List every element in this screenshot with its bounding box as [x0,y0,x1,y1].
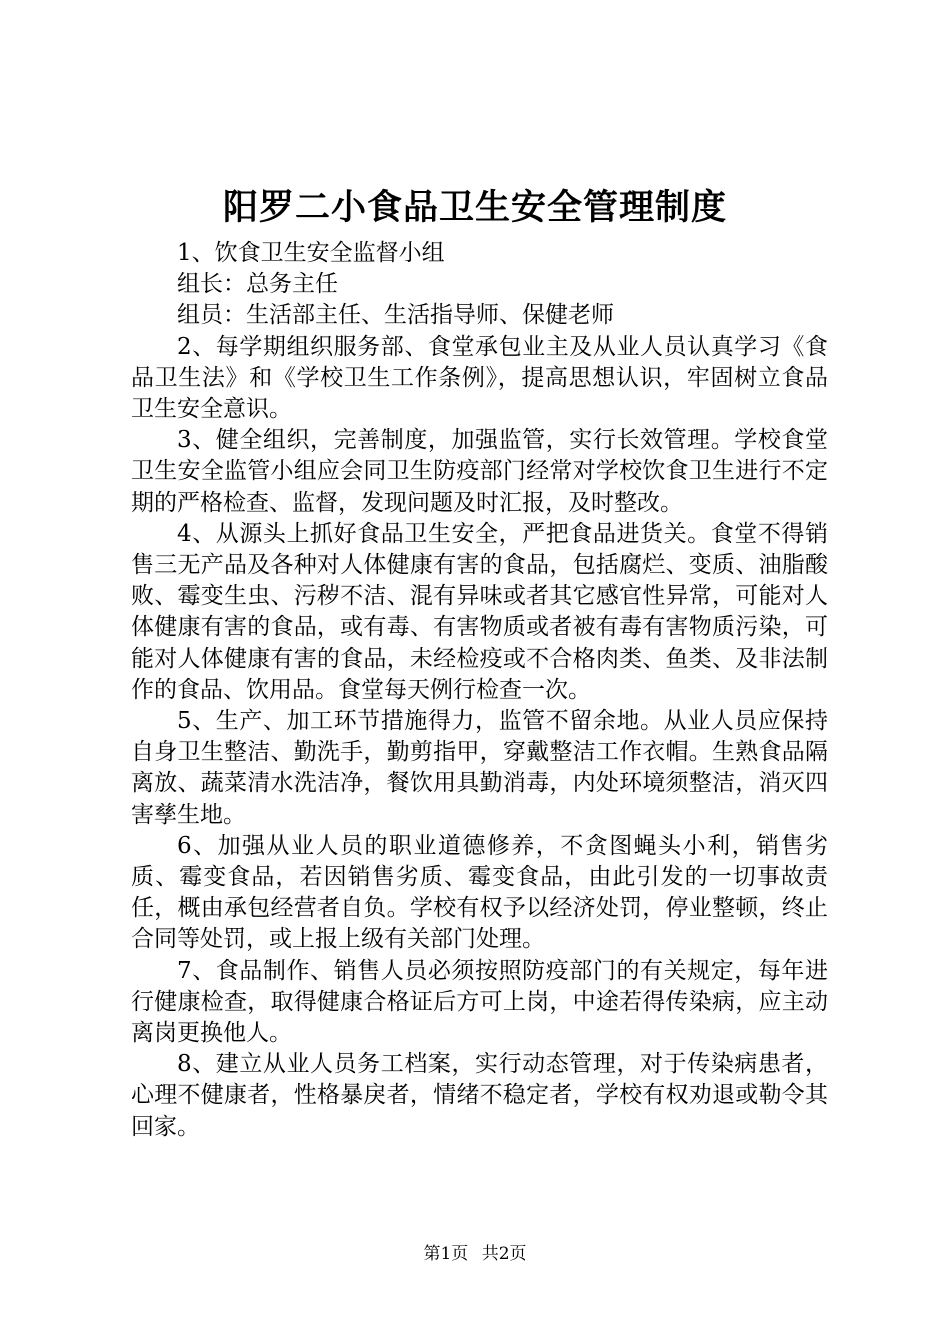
paragraph-group-members: 组员：生活部主任、生活指导师、保健老师 [177,302,614,329]
paragraph-item-6: 6、加强从业人员的职业道德修养，不贪图蝇头小利，销售劣质、霉变食品，若因销售劣质、霉变食品，由此引发的一切事故责任，概由承包经营者自负。学校有权予以经济处罚，停业整顿，终止合同等处罚，或上报上级有关部门处理。 [131,832,828,953]
document-title: 阳罗二小食品卫生安全管理制度 [222,187,727,228]
paragraph-item-3: 3、健全组织，完善制度，加强监管，实行长效管理。学校食堂卫生安全监管小组应会同卫生防疫部门经常对学校饮食卫生进行不定期的严格检查、监督，发现问题及时汇报，及时整改。 [131,427,828,516]
paragraph-item-8: 8、建立从业人员务工档案，实行动态管理，对于传染病患者，心理不健康者，性格暴戾者，情绪不稳定者，学校有权劝退或勒令其回家。 [131,1051,828,1140]
paragraph-item-7: 7、食品制作、销售人员必须按照防疫部门的有关规定，每年进行健康检查，取得健康合格证后方可上岗，中途若得传染病，应主动离岗更换他人。 [131,957,828,1047]
paragraph-group-leader: 组长：总务主任 [177,271,338,298]
paragraph-supervision-group: 1、饮食卫生安全监督小组 [177,240,445,266]
paragraph-item-5: 5、生产、加工环节措施得力，监管不留余地。从业人员应保持自身卫生整洁、勤洗手，勤剪指甲，穿戴整洁工作衣帽。生熟食品隔离放、蔬菜清水洗洁净，餐饮用具勤消毒，内处环境须整洁，消灭四害孳生地。 [131,708,828,828]
paragraph-item-4: 4、从源头上抓好食品卫生安全，严把食品进货关。食堂不得销售三无产品及各种对人体健康有害的食品，包括腐烂、变质、油脂酸败、霉变生虫、污秽不洁、混有异味或者其它感官性异常，可能对人体健康有害的食品，或有毒、有害物质或者被有毒有害物质污染，可能对人体健康有害的食品，未经检疫或不合格肉类、鱼类、及非法制作的食品、饮用品。食堂每天例行检查一次。 [131,520,828,703]
page-number-total: 共2页 [481,1244,527,1264]
document-body [131,238,828,1143]
page-number-current: 第1页 [423,1244,469,1264]
page-footer [0,1242,950,1266]
paragraph-item-2: 2、每学期组织服务部、食堂承包业主及从业人员认真学习《食品卫生法》和《学校卫生工作条例》，提高思想认识，牢固树立食品卫生安全意识。 [131,333,828,423]
